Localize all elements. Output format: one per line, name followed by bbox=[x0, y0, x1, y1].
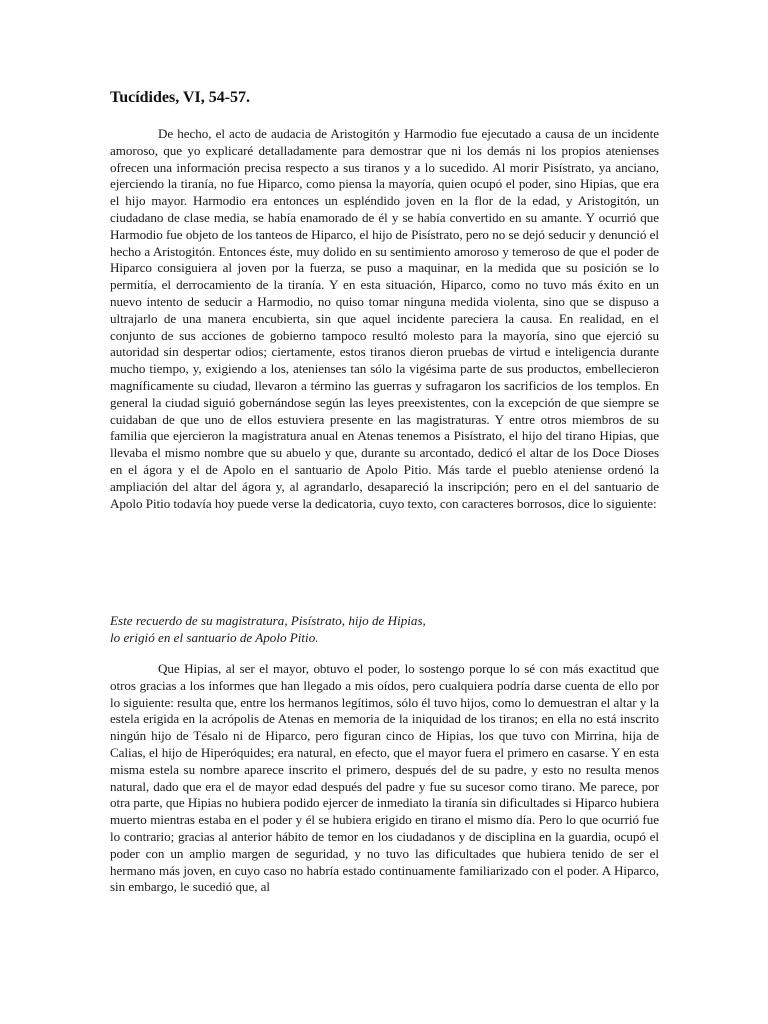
quote-line-1: Este recuerdo de su magistratura, Pisístrato, hijo de Hipias, bbox=[110, 613, 426, 628]
quote-line-2: lo erigió en el santuario de Apolo Pitio. bbox=[110, 630, 319, 645]
document-title: Tucídides, VI, 54-57. bbox=[110, 89, 251, 106]
body-paragraph-1: De hecho, el acto de audacia de Aristogitón y Harmodio fue ejecutado a causa de un incidente amoroso, que yo explicaré detalladamente para demostrar que ni los demás ni los propios atenienses ofrecen una información precisa respecto a sus tiranos y a lo sucedido. Al morir Pisístrato, ya anciano, ejerciendo la tiranía, no fue Hiparco, como piensa la mayoría, quien ocupó el poder, sino Hipias, que era el hijo mayor. Harmodio era entonces un espléndido joven en la flor de la edad, y Aristogitón, un ciudadano de clase media, se había enamorado de él y se había convertido en su amante. Y ocurrió que Harmodio fue objeto de los tanteos de Hiparco, el hijo de Pisístrato, pero no se dejó seducir y denunció el hecho a Aristogitón. Entonces éste, muy dolido en su sentimiento amoroso y temeroso de que el poder de Hiparco consiguiera al joven por la fuerza, se puso a maquinar, en la medida que su posición se lo permitía, el derrocamiento de la tiranía. Y en esta situación, Hiparco, como no tuvo más éxito en un nuevo intento de seducir a Harmodio, no quiso tomar ninguna medida violenta, sino que se dispuso a ultrajarlo de una manera encubierta, sin que aquel incidente pareciera la causa. En realidad, en el conjunto de sus acciones de gobierno tampoco resultó molesto para la mayoría, sino que ejerció su autoridad sin despertar odios; ciertamente, estos tiranos dieron pruebas de virtud e inteligencia durante mucho tiempo, y, exigiendo a los, atenienses tan sólo la vigésima parte de sus productos, embellecieron magníficamente su ciudad, llevaron a término las guerras y sufragaron los sacrificios de los templos. En general la ciudad siguió gobernándose según las leyes preexistentes, con la excepción de que siempre se cuidaban de que uno de ellos estuviera presente en las magistraturas. Y entre otros miembros de su familia que ejercieron la magistratura anual en Atenas tenemos a Pisístrato, el hijo del tirano Hipias, que llevaba el mismo nombre que su abuelo y que, durante su arcontado, dedicó el altar de los Doce Dioses en el ágora y el de Apolo en el santuario de Apolo Pitio. Más tarde el pueblo ateniense ordenó la ampliación del altar del ágora y, al agrandarlo, desapareció la inscripción; pero en el del santuario de Apolo Pitio todavía hoy puede verse la dedicatoria, cuyo texto, con caracteres borrosos, dice lo siguiente: bbox=[110, 126, 659, 511]
body-paragraph-2: Que Hipias, al ser el mayor, obtuvo el poder, lo sostengo porque lo sé con más exactitud que otros gracias a los informes que han llegado a mis oídos, pero cualquiera podría darse cuenta de ello por lo siguiente: resulta que, entre los hermanos legítimos, sólo él tuvo hijos, como lo demuestran el altar y la estela erigida en la acrópolis de Atenas en memoria de la iniquidad de los tiranos; en ella no está inscrito ningún hijo de Tésalo ni de Hiparco, pero figuran cinco de Hipias, los que tuvo con Mirrina, hija de Calias, el hijo de Hiperóquides; era natural, en efecto, que el mayor fuera el primero en casarse. Y en esta misma estela su nombre aparece inscrito el primero, después del de su padre, y esto no resulta menos natural, dado que era el de mayor edad después del padre y fue su sucesor como tirano. Me parece, por otra parte, que Hipias no hubiera podido ejercer de inmediato la tiranía sin dificultades si Hiparco hubiera muerto mientras estaba en el poder y él se hubiera erigido en tirano el mismo día. Pero lo que ocurrió fue lo contrario; gracias al anterior hábito de temor en los ciudadanos y de disciplina en la guardia, ocupó el poder con un amplio margen de seguridad, y no tuvo las dificultades que hubiera tenido de ser el hermano más joven, en cuyo caso no habría estado continuamente familiarizado con el poder. A Hiparco, sin embargo, le sucedió que, al bbox=[110, 661, 659, 895]
inscription-quote bbox=[110, 612, 659, 646]
